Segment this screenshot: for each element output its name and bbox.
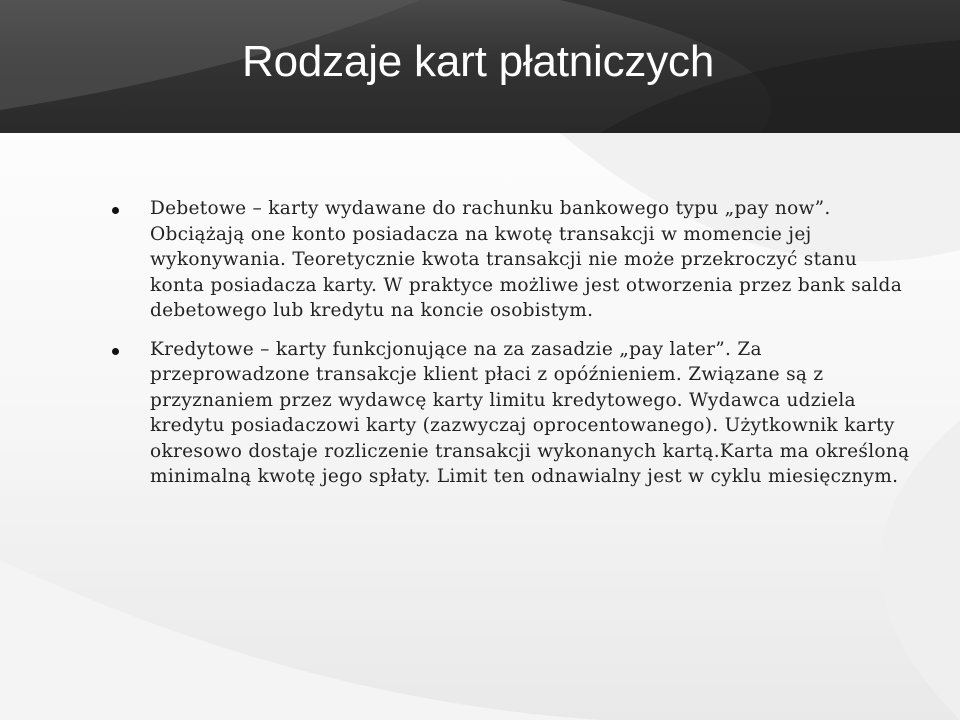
slide-header (0, 0, 960, 133)
bullet-item-debit (112, 196, 912, 324)
bullet-text: Debetowe – karty wydawane do rachunku bankowego typu „pay now”. Obciążają one konto posiadacza na kwotę transakcji w momencie jej wykonywania. Teoretycznie kwota transakcji nie może przekroczyć stanu konta posiadacza karty. W praktyce możliwe jest otworzenia przez bank salda debetowego lub kredytu na koncie osobistym. (150, 198, 903, 321)
bullet-list (112, 196, 912, 503)
bullet-text: Kredytowe – karty funkcjonujące na za zasadzie „pay later”. Za przeprowadzone transakcje klient płaci z opóźnieniem. Związane są z przyznaniem przez wydawcę karty limitu kredytowego. Wydawca udziela kredytu posiadaczowi karty (zazwyczaj oprocentowanego). Użytkownik karty okresowo dostaje rozliczenie transakcji wykonanych kartą.Karta ma określoną minimalną kwotę jego spłaty. Limit ten odnawialny jest w cyklu miesięcznym. (150, 338, 910, 487)
slide-title: Rodzaje kart płatniczych (242, 37, 715, 86)
bullet-icon (112, 207, 119, 214)
bullet-item-credit (112, 337, 912, 490)
bullet-icon (112, 348, 119, 355)
